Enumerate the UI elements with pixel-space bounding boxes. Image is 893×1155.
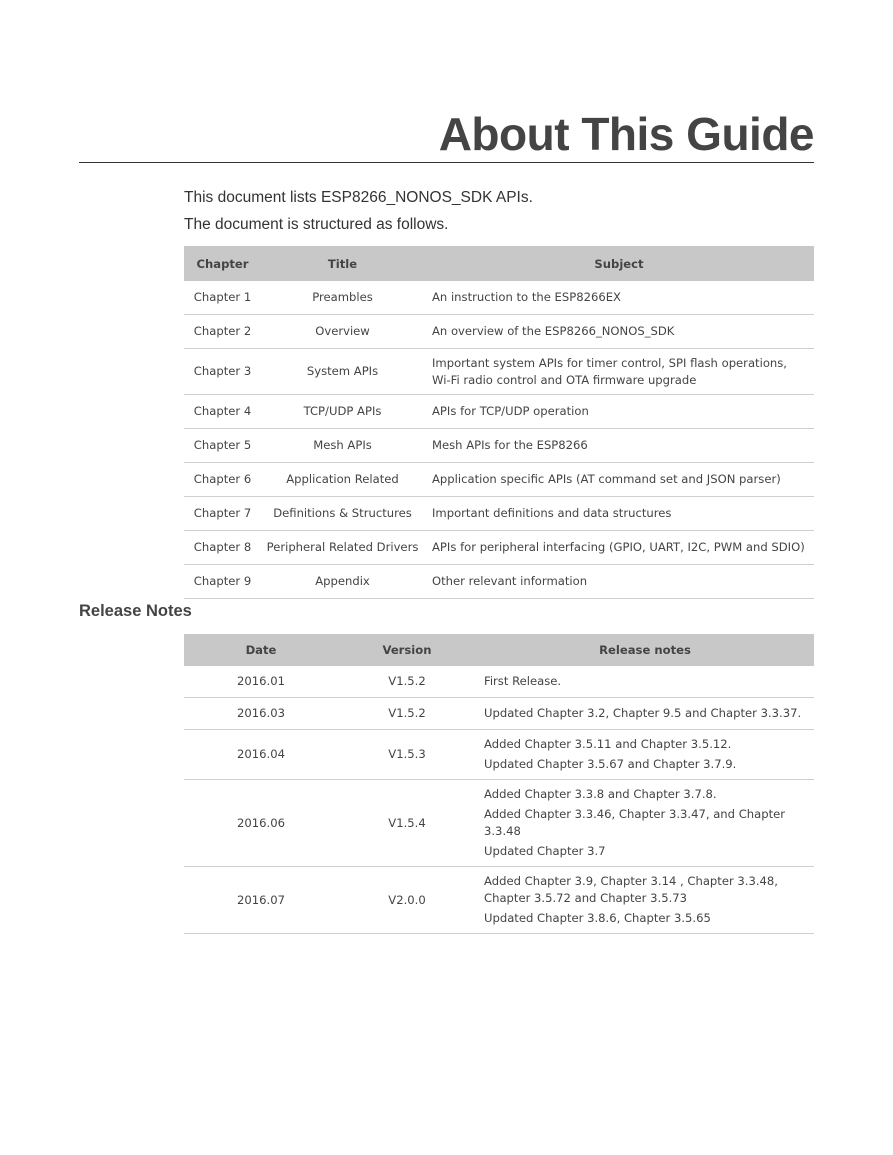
table-row [184,666,814,698]
note-line: Updated Chapter 3.5.67 and Chapter 3.7.9. [484,757,737,771]
column-header-subject: Subject [424,246,814,281]
column-header-title: Title [261,246,424,281]
subject-cell: Important definitions and data structures [424,497,814,531]
table-row [184,730,814,780]
date-cell: 2016.03 [184,698,338,730]
note-line: Added Chapter 3.9, Chapter 3.14 , Chapter 3.3.48, Chapter 3.5.72 and Chapter 3.5.73 [484,874,778,905]
title-cell: Preambles [261,281,424,315]
subject-cell: Important system APIs for timer control, SPI flash operations, Wi-Fi radio control and OTA firmware upgrade [424,349,814,395]
title-cell: Application Related [261,463,424,497]
table-row [184,565,814,599]
note-line: Added Chapter 3.5.11 and Chapter 3.5.12. [484,737,732,751]
title-divider [79,162,814,163]
title-cell: Definitions & Structures [261,497,424,531]
chapter-cell: Chapter 9 [184,565,261,599]
title-cell: Peripheral Related Drivers [261,531,424,565]
date-cell: 2016.01 [184,666,338,698]
version-cell: V2.0.0 [338,867,476,934]
table-row [184,395,814,429]
chapter-cell: Chapter 5 [184,429,261,463]
subject-cell: APIs for peripheral interfacing (GPIO, UART, I2C, PWM and SDIO) [424,531,814,565]
table-row [184,780,814,867]
chapter-cell: Chapter 3 [184,349,261,395]
subject-cell: Mesh APIs for the ESP8266 [424,429,814,463]
title-cell: System APIs [261,349,424,395]
intro-line-2: The document is structured as follows. [184,216,449,233]
intro-line-1: This document lists ESP8266_NONOS_SDK APIs. [184,189,533,206]
chapter-cell: Chapter 7 [184,497,261,531]
notes-cell: First Release. [476,666,814,698]
table-row [184,349,814,395]
table-row [184,497,814,531]
release-notes-table [184,634,814,934]
column-header-version: Version [338,634,476,666]
chapters-table [184,246,814,599]
version-cell: V1.5.2 [338,698,476,730]
note-line: Updated Chapter 3.8.6, Chapter 3.5.65 [484,911,711,925]
date-cell: 2016.06 [184,780,338,867]
table-row [184,531,814,565]
date-cell: 2016.04 [184,730,338,780]
title-cell: Overview [261,315,424,349]
title-cell: TCP/UDP APIs [261,395,424,429]
version-cell: V1.5.4 [338,780,476,867]
subject-cell: An instruction to the ESP8266EX [424,281,814,315]
chapter-cell: Chapter 2 [184,315,261,349]
version-cell: V1.5.3 [338,730,476,780]
chapter-cell: Chapter 6 [184,463,261,497]
notes-cell: Updated Chapter 3.2, Chapter 9.5 and Chapter 3.3.37. [476,698,814,730]
column-header-date: Date [184,634,338,666]
notes-cell [476,780,814,867]
column-header-chapter: Chapter [184,246,261,281]
table-header-row [184,246,814,281]
note-line: Added Chapter 3.3.8 and Chapter 3.7.8. [484,787,717,801]
table-row [184,315,814,349]
notes-cell [476,730,814,780]
notes-cell [476,867,814,934]
column-header-release-notes: Release notes [476,634,814,666]
table-row [184,867,814,934]
subject-cell: Other relevant information [424,565,814,599]
note-line: Updated Chapter 3.7 [484,844,606,858]
table-row [184,463,814,497]
chapter-cell: Chapter 1 [184,281,261,315]
page-title: About This Guide [438,108,814,160]
table-header-row [184,634,814,666]
version-cell: V1.5.2 [338,666,476,698]
table-row [184,429,814,463]
subject-cell: Application specific APIs (AT command set and JSON parser) [424,463,814,497]
title-cell: Mesh APIs [261,429,424,463]
date-cell: 2016.07 [184,867,338,934]
table-row [184,281,814,315]
chapter-cell: Chapter 4 [184,395,261,429]
title-cell: Appendix [261,565,424,599]
chapter-cell: Chapter 8 [184,531,261,565]
subject-cell: An overview of the ESP8266_NONOS_SDK [424,315,814,349]
release-notes-heading: Release Notes [79,602,192,620]
table-row [184,698,814,730]
subject-cell: APIs for TCP/UDP operation [424,395,814,429]
note-line: Added Chapter 3.3.46, Chapter 3.3.47, and Chapter 3.3.48 [484,807,786,838]
